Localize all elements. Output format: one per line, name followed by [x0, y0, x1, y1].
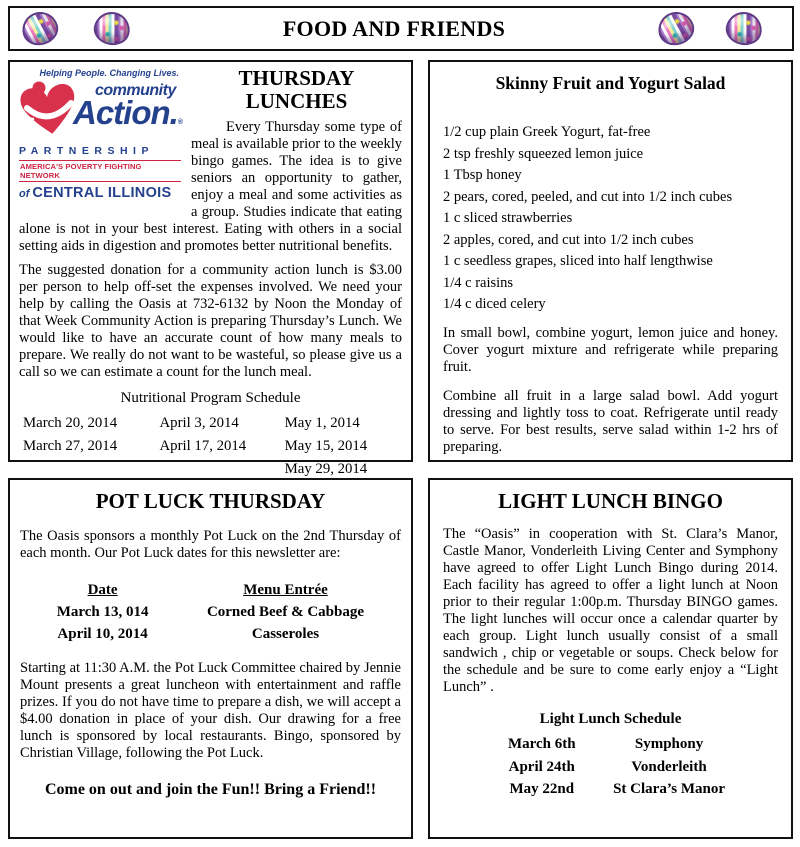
nutritional-schedule-table	[23, 412, 402, 481]
table-row	[483, 733, 738, 756]
logo-tagline: Helping People. Changing Lives.	[39, 68, 179, 78]
easter-egg-icon	[18, 8, 62, 50]
list-item: 1/4 c raisins	[443, 274, 514, 291]
thursday-lunches-section	[8, 60, 413, 477]
schedule-date: April 24th	[508, 758, 575, 775]
recipe-section	[428, 60, 793, 462]
schedule-cell: May 1, 2014	[284, 415, 360, 431]
pot-luck-details: Starting at 11:30 A.M. the Pot Luck Committee chaired by Jennie Mount presents a great luncheon with entertainment and raffle prizes. If you do not have time to prepare a dish, we will accept a $4.00 donation in place of your dish. Our drawing for a free lunch is sponsored by local restaurants. Bingo, sponsored by Christian Village, following the Pot Luck.	[20, 660, 401, 761]
registered-mark: ®	[177, 119, 182, 126]
header-eggs-right	[658, 12, 792, 45]
newsletter-header	[8, 6, 794, 51]
pot-luck-section	[8, 478, 413, 839]
list-item: 1 c seedless grapes, sliced into half lengthwise	[443, 253, 713, 269]
table-row	[483, 756, 738, 779]
logo-network-banner: AMERICA'S POVERTY FIGHTING NETWORK	[19, 160, 181, 182]
list-item: 2 tsp freshly squeezed lemon juice	[443, 145, 644, 162]
heart-figure-icon	[19, 80, 79, 144]
schedule-location: Vonderleith	[631, 758, 707, 775]
logo-action-text: Action.®	[73, 94, 182, 131]
schedule-date: March 6th	[507, 736, 576, 752]
table-row	[28, 579, 394, 601]
section-title-recipe: Skinny Fruit and Yogurt Salad	[495, 73, 726, 93]
light-lunch-schedule-table	[483, 733, 738, 801]
list-item: 1 c sliced strawberries	[443, 210, 573, 226]
light-lunch-schedule-title: Light Lunch Schedule	[539, 711, 682, 727]
section-title-thursday-lunches: THURSDAY LUNCHES	[238, 66, 355, 113]
schedule-cell: April 3, 2014	[159, 415, 239, 431]
table-row	[483, 778, 738, 801]
column-header-date: Date	[87, 582, 118, 598]
table-row	[28, 623, 394, 645]
logo-partnership-text: PARTNERSHIP	[19, 145, 154, 157]
easter-egg-icon	[723, 9, 765, 49]
schedule-cell: May 29, 2014	[284, 461, 368, 477]
pot-luck-footer: Come on out and join the Fun!! Bring a Friend!!	[44, 781, 377, 798]
pot-luck-menu: Corned Beef & Cabbage	[206, 604, 365, 620]
column-header-menu: Menu Entrée	[243, 582, 328, 598]
light-lunch-bingo-section	[428, 478, 793, 839]
recipe-step-1: In small bowl, combine yogurt, lemon juice and honey. Cover yogurt mixture and refrigerate while preparing fruit.	[443, 325, 778, 375]
schedule-location: St Clara’s Manor	[613, 781, 726, 797]
schedule-cell: May 15, 2014	[284, 438, 368, 454]
list-item: 1 Tbsp honey	[443, 167, 522, 183]
list-item: 1/4 c diced celery	[443, 296, 546, 312]
schedule-cell: March 27, 2014	[23, 438, 118, 454]
section-title-pot-luck: POT LUCK THURSDAY	[95, 489, 326, 513]
table-row	[28, 601, 394, 623]
table-row	[23, 435, 402, 458]
schedule-cell: March 20, 2014	[23, 415, 118, 431]
header-eggs-left	[10, 12, 130, 45]
logo-community-text: community	[95, 82, 176, 99]
easter-egg-icon	[91, 9, 133, 49]
newsletter-title: FOOD AND FRIENDS	[282, 15, 506, 41]
nutritional-schedule-title: Nutritional Program Schedule	[120, 390, 301, 406]
pot-luck-intro: The Oasis sponsors a monthly Pot Luck on the 2nd Thursday of each month. Our Pot Luck dates for this newsletter are:	[20, 528, 401, 561]
logo-region-text: of CENTRAL ILLINOIS	[19, 185, 172, 201]
pot-luck-date: April 10, 2014	[57, 626, 148, 642]
list-item: 2 pears, cored, peeled, and cut into 1/2 inch cubes	[443, 188, 733, 205]
ingredient-list	[443, 124, 778, 313]
list-item: 2 apples, cored, and cut into 1/2 inch cubes	[443, 231, 694, 248]
thursday-paragraph-1: Every Thursday some type of meal is available prior to the weekly bingo games. The idea is to give seniors an opportunity to gather, enjoy a meal and some activities as a group. Studies indicate that eating alone is not in your best interest. Eating with others in a social setting aids in digestion and promotes better nutritional benefits.	[19, 119, 402, 254]
pot-luck-table	[28, 579, 394, 645]
recipe-step-2: Combine all fruit in a large salad bowl. Add yogurt dressing and lightly toss to coat. Refrigerate until ready to serve. For best results, serve salad within 1-2 hrs of preparing.	[443, 388, 778, 455]
easter-egg-icon	[654, 8, 698, 50]
schedule-cell: April 17, 2014	[159, 438, 247, 454]
schedule-date: May 22nd	[509, 781, 575, 797]
section-title-bingo: LIGHT LUNCH BINGO	[498, 489, 723, 513]
community-action-logo	[19, 68, 181, 203]
thursday-paragraph-2: The suggested donation for a community action lunch is $3.00 per person to help off-set the expenses involved. We need your help by calling the Oasis at 732-6132 by Noon the Monday of that Week Community Action is preparing Thursday’s Lunch. We would like to have an accurate count of how many meals to prepare. We really do not want to be wasteful, so please give us a call so we can estimate a count for the lunch meal.	[19, 262, 402, 380]
table-row	[23, 412, 402, 435]
pot-luck-menu: Casseroles	[251, 626, 320, 642]
pot-luck-date: March 13, 014	[56, 604, 149, 620]
bingo-paragraph: The “Oasis” in cooperation with St. Clara’s Manor, Castle Manor, Vonderleith Living Center and Symphony have agreed to offer Light Lunch Bingo during 2014. Each facility has agreed to offer a light lunch at Noon prior to their regular 1:00p.m. Thursday BINGO games. The light lunches will occur once a calendar quarter by each group. Light lunch usually consist of a small sandwich , chip or vegetable or soups. Check below for the schedule and be sure to come early enjoy a “Light Lunch” .	[443, 526, 778, 695]
list-item: 1/2 cup plain Greek Yogurt, fat-free	[443, 124, 651, 140]
schedule-location: Symphony	[634, 736, 704, 752]
